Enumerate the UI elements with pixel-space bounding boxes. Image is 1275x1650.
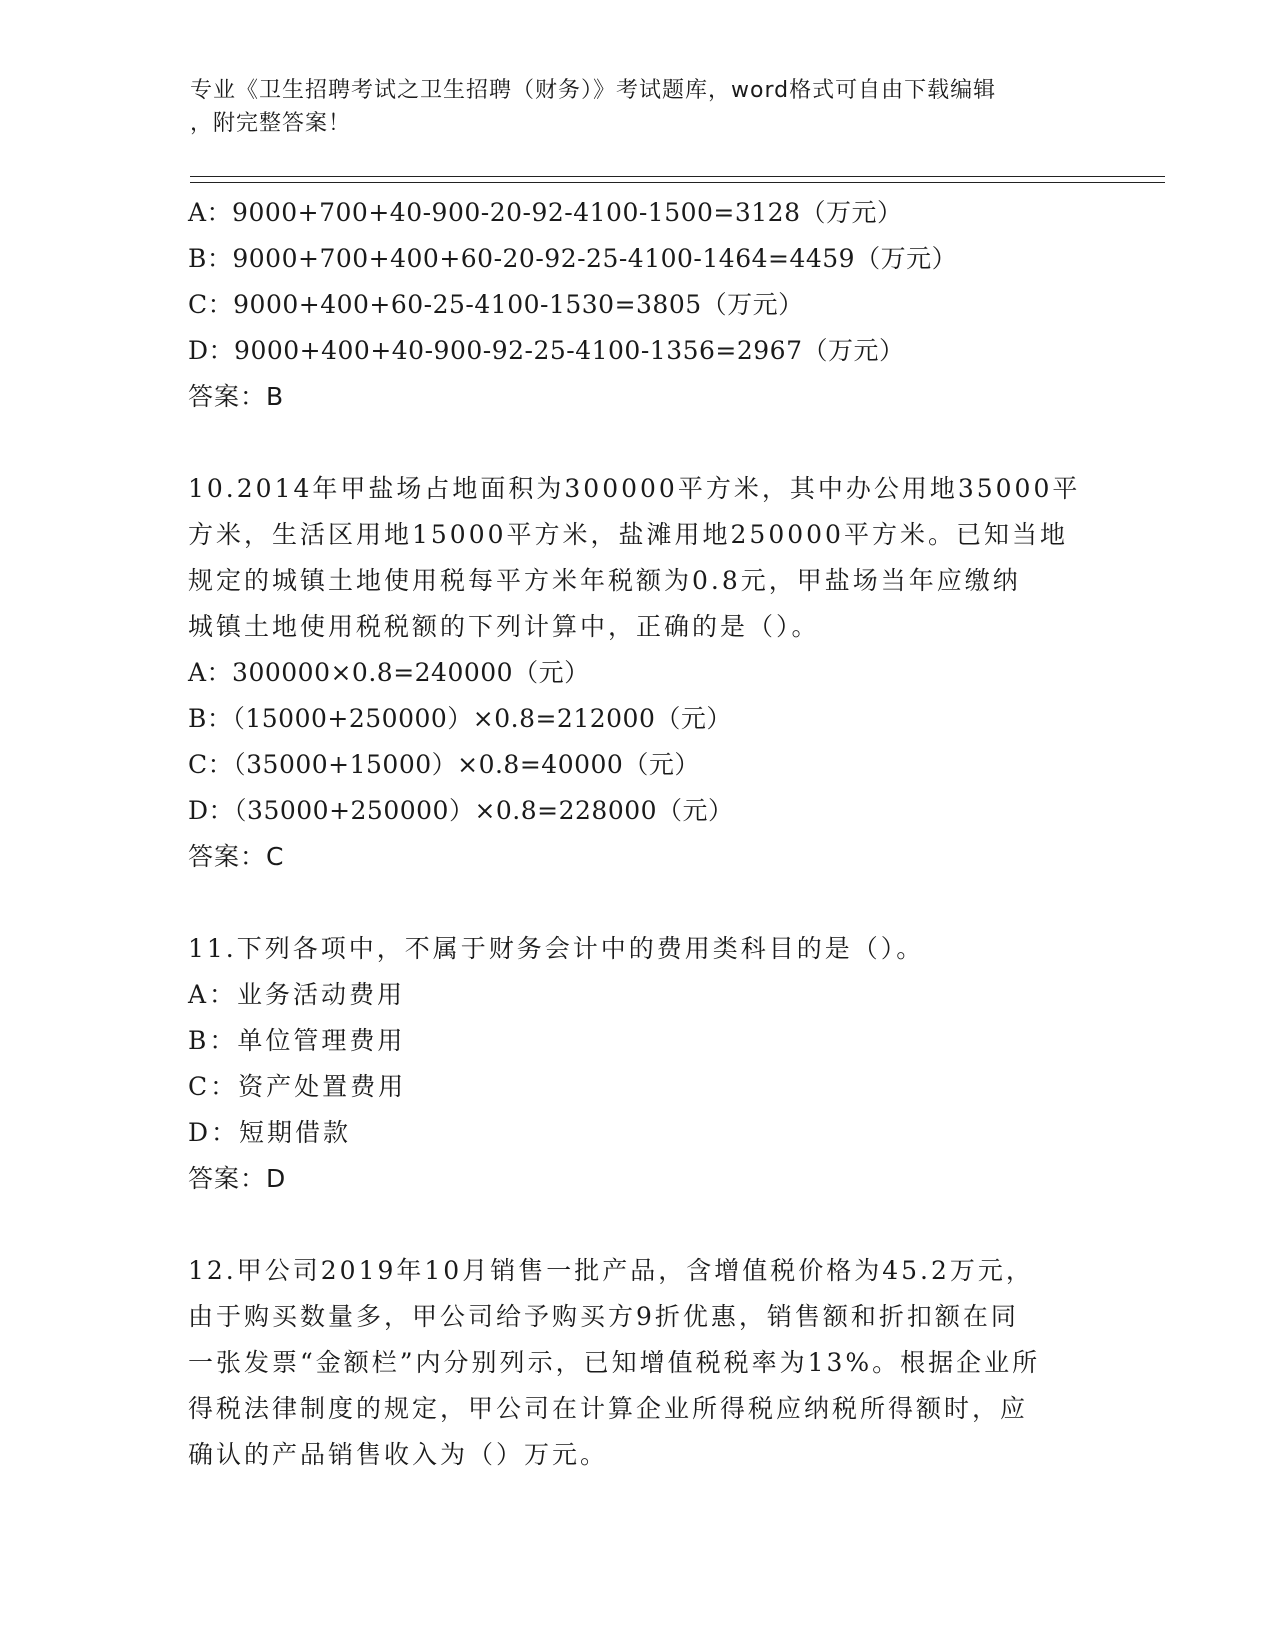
- option-c: C：9000+400+60-25-4100-1530=3805（万元）: [188, 290, 804, 319]
- header-rule-bottom: [190, 182, 1165, 183]
- spacer: [188, 880, 1088, 926]
- question-text-line: 11.下列各项中，不属于财务会计中的费用类科目的是（）。: [188, 934, 925, 963]
- answer-line: 答案：B: [188, 382, 285, 411]
- spacer: [188, 1202, 1088, 1248]
- header-rule-top: [190, 176, 1165, 177]
- question-block-11: [188, 926, 1088, 1202]
- question-text-line: 方米，生活区用地15000平方米，盐滩用地250000平方米。已知当地: [188, 520, 1068, 549]
- question-block-10: [188, 466, 1088, 880]
- option-c: C：（35000+15000）×0.8=40000（元）: [188, 750, 700, 779]
- option-d: D：（35000+250000）×0.8=228000（元）: [188, 796, 734, 825]
- question-text-line: 规定的城镇土地使用税每平方米年税额为0.8元，甲盐场当年应缴纳: [188, 566, 1021, 595]
- option-c: C：资产处置费用: [188, 1072, 407, 1101]
- question-text-line: 得税法律制度的规定，甲公司在计算企业所得税应纳税所得额时，应: [188, 1394, 1029, 1423]
- header-line-1: 专业《卫生招聘考试之卫生招聘（财务）》考试题库，word格式可自由下载编辑: [190, 78, 997, 103]
- question-text-line: 确认的产品销售收入为（）万元。: [188, 1440, 609, 1469]
- option-a: A：9000+700+40-900-20-92-4100-1500=3128（万元）: [188, 198, 903, 227]
- question-text-line: 城镇土地使用税税额的下列计算中，正确的是（）。: [188, 612, 820, 641]
- answer-line: 答案：D: [188, 1164, 287, 1193]
- question-block-12: [188, 1248, 1088, 1478]
- document-body: [188, 190, 1088, 1478]
- question-text-line: 一张发票“金额栏”内分别列示，已知增值税税率为13%。根据企业所: [188, 1348, 1041, 1377]
- option-b: B：（15000+250000）×0.8=212000（元）: [188, 704, 732, 733]
- header-line-2: ，附完整答案！: [190, 111, 352, 136]
- question-text-line: 12.甲公司2019年10月销售一批产品，含增值税价格为45.2万元，: [188, 1256, 1034, 1285]
- question-text-line: 由于购买数量多，甲公司给予购买方9折优惠，销售额和折扣额在同: [188, 1302, 1019, 1331]
- option-b: B：单位管理费用: [188, 1026, 406, 1055]
- question-text-line: 10.2014年甲盐场占地面积为300000平方米，其中办公用地35000平: [188, 474, 1081, 503]
- option-b: B：9000+700+400+60-20-92-25-4100-1464=4459（万元）: [188, 244, 958, 273]
- spacer: [188, 420, 1088, 466]
- option-d: D：短期借款: [188, 1118, 352, 1147]
- document-header: [190, 74, 1090, 140]
- question-block-9-continued: [188, 190, 1088, 420]
- option-d: D：9000+400+40-900-92-25-4100-1356=2967（万元）: [188, 336, 905, 365]
- answer-line: 答案：C: [188, 842, 285, 871]
- option-a: A：业务活动费用: [188, 980, 406, 1009]
- option-a: A：300000×0.8=240000（元）: [188, 658, 590, 687]
